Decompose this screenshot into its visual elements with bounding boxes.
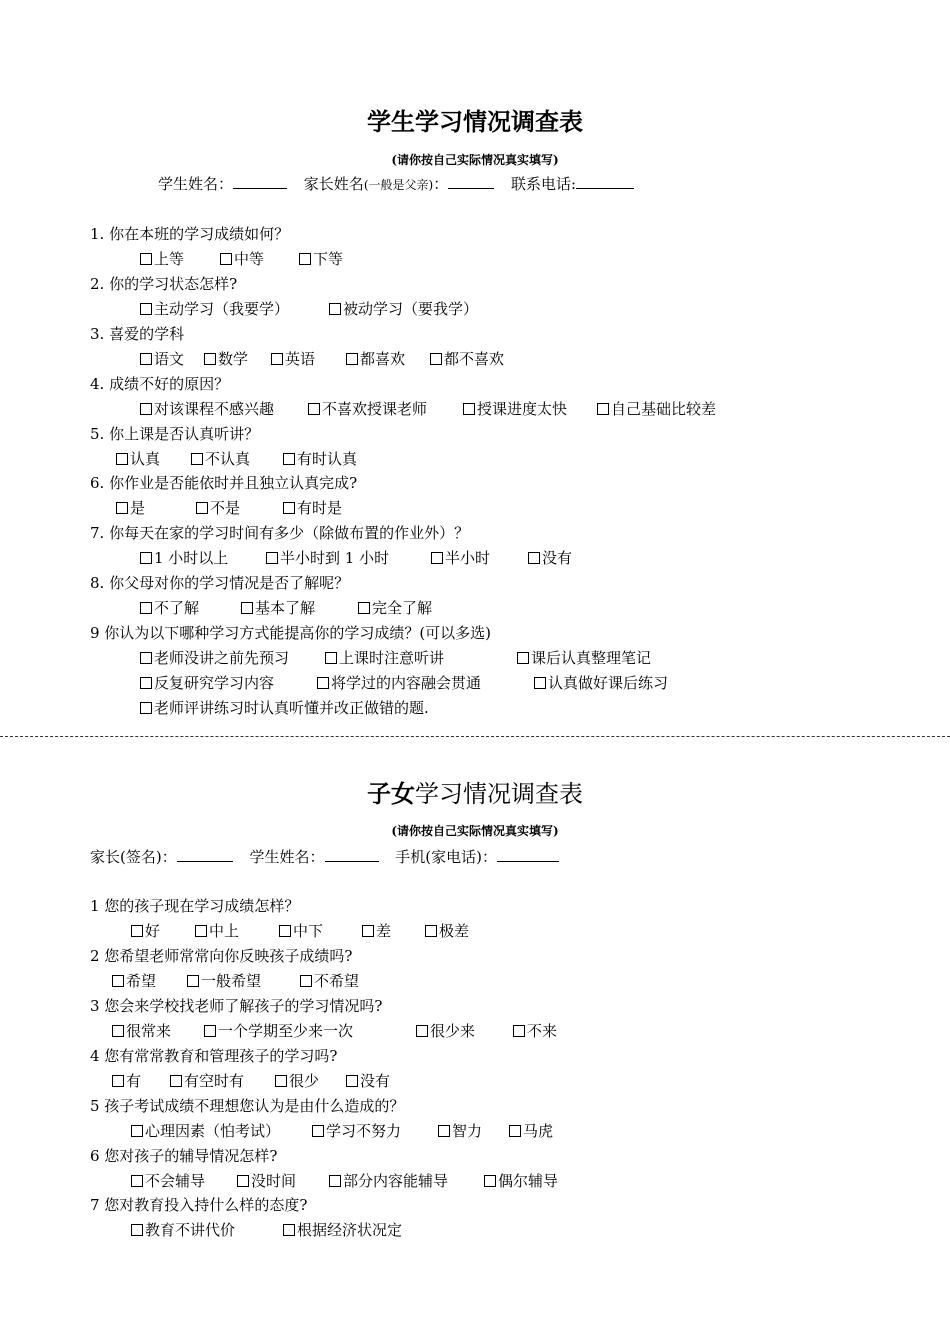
checkbox-icon[interactable] <box>112 1025 124 1037</box>
option-label: 偶尔辅导 <box>498 1172 559 1190</box>
option-label: 根据经济状况定 <box>297 1221 403 1239</box>
checkbox-icon[interactable] <box>140 403 152 415</box>
student-name-label-2: 学生姓名： <box>249 848 325 866</box>
s2-q4-option-2[interactable] <box>170 1071 244 1091</box>
checkbox-icon[interactable] <box>283 502 295 514</box>
s1-question-7: 7. 你每天在家的学习时间有多少（除做布置的作业外）？ <box>90 524 470 542</box>
checkbox-icon[interactable] <box>131 925 143 937</box>
option-label: 完全了解 <box>372 599 433 617</box>
option-label: 1 小时以上 <box>154 549 229 567</box>
cut-line-divider <box>0 736 950 737</box>
checkbox-icon[interactable] <box>425 925 437 937</box>
checkbox-icon[interactable] <box>279 925 291 937</box>
s1-q2-option-1[interactable] <box>140 299 289 319</box>
option-label: 部分内容能辅导 <box>343 1172 449 1190</box>
s1-q1-option-2[interactable] <box>220 249 264 269</box>
s1-q8-option-3[interactable] <box>358 598 432 618</box>
option-label: 没有 <box>360 1072 391 1090</box>
option-label: 不是 <box>210 499 241 517</box>
s1-q7-option-3[interactable] <box>431 548 490 568</box>
checkbox-icon[interactable] <box>299 253 311 265</box>
s1-question-6: 6. 你作业是否能依时并且独立认真完成? <box>90 474 358 492</box>
option-label: 不了解 <box>154 599 200 617</box>
checkbox-icon[interactable] <box>131 1175 143 1187</box>
s1-q6-option-3[interactable] <box>283 498 342 518</box>
checkbox-icon[interactable] <box>597 403 609 415</box>
s1-question-3: 3. 喜爱的学科 <box>90 325 185 343</box>
s1-question-5: 5. 你上课是否认真听讲？ <box>90 425 260 443</box>
survey1-note: (请你按自己实际情况真实填写) <box>391 153 559 167</box>
s1-q5-option-3[interactable] <box>283 449 357 469</box>
option-label: 极差 <box>439 922 470 940</box>
s1-q1-option-3[interactable] <box>299 249 343 269</box>
option-label: 有时是 <box>297 499 343 517</box>
checkbox-icon[interactable] <box>195 925 207 937</box>
s2-q5-option-4[interactable] <box>509 1121 553 1141</box>
s2-q6-option-2[interactable] <box>237 1171 296 1191</box>
s1-question-8: 8. 你父母对你的学习情况是否了解呢？ <box>90 574 350 592</box>
checkbox-icon[interactable] <box>140 253 152 265</box>
parent-name-label: 家长姓名 <box>303 175 364 193</box>
checkbox-icon[interactable] <box>528 552 540 564</box>
s1-q8-option-1[interactable] <box>140 598 199 618</box>
option-label: 认真 <box>130 450 161 468</box>
checkbox-icon[interactable] <box>112 1075 124 1087</box>
option-label: 差 <box>376 922 392 940</box>
s1-q4-option-4[interactable] <box>597 399 716 419</box>
s1-q9-option-6[interactable] <box>534 673 668 693</box>
option-label: 基本了解 <box>255 599 316 617</box>
s1-q9-option-5[interactable] <box>317 673 481 693</box>
option-label: 有 <box>126 1072 142 1090</box>
option-label: 心理因素（怕考试） <box>145 1122 281 1140</box>
checkbox-icon[interactable] <box>140 353 152 365</box>
option-label: 学习不努力 <box>326 1122 402 1140</box>
checkbox-icon[interactable] <box>187 975 199 987</box>
option-label: 有空时有 <box>184 1072 245 1090</box>
option-label: 有时认真 <box>297 450 358 468</box>
option-label: 一般希望 <box>201 972 262 990</box>
s2-q4-option-3[interactable] <box>275 1071 319 1091</box>
phone-blank[interactable] <box>576 174 634 189</box>
checkbox-icon[interactable] <box>358 602 370 614</box>
checkbox-icon[interactable] <box>196 502 208 514</box>
survey2-title-rest: 学习情况调查表 <box>415 780 583 808</box>
checkbox-icon[interactable] <box>325 652 337 664</box>
s2-question-3: 3 您会来学校找老师了解孩子的学习情况吗? <box>90 997 383 1015</box>
option-label: 认真做好课后练习 <box>548 674 669 692</box>
checkbox-icon[interactable] <box>131 1224 143 1236</box>
s2-q5-option-3[interactable] <box>438 1121 482 1141</box>
checkbox-icon[interactable] <box>170 1075 182 1087</box>
s1-q9-option-7[interactable] <box>140 698 429 718</box>
checkbox-icon[interactable] <box>275 1075 287 1087</box>
option-label: 老师评讲练习时认真听懂并改正做错的题. <box>154 699 429 717</box>
s2-question-1: 1 您的孩子现在学习成绩怎样？ <box>90 897 300 915</box>
option-label: 英语 <box>285 350 316 368</box>
option-label: 自己基础比较差 <box>611 400 717 418</box>
option-label: 授课进度太快 <box>477 400 568 418</box>
option-label: 智力 <box>452 1122 483 1140</box>
option-label: 上课时注意听讲 <box>339 649 445 667</box>
s2-q6-option-3[interactable] <box>329 1171 448 1191</box>
option-label: 很少来 <box>430 1022 476 1040</box>
s1-q3-option-3[interactable] <box>271 349 315 369</box>
s2-q1-option-3[interactable] <box>279 921 323 941</box>
checkbox-icon[interactable] <box>346 353 358 365</box>
checkbox-icon[interactable] <box>517 652 529 664</box>
option-label: 课后认真整理笔记 <box>531 649 652 667</box>
s1-q7-option-1[interactable] <box>140 548 228 568</box>
s2-q5-option-2[interactable] <box>312 1121 401 1141</box>
checkbox-icon[interactable] <box>317 677 329 689</box>
parent-sign-label: 家长(签名)： <box>90 848 177 866</box>
option-label: 反复研究学习内容 <box>154 674 275 692</box>
checkbox-icon[interactable] <box>308 403 320 415</box>
option-label: 下等 <box>313 250 344 268</box>
option-label: 半小时 <box>445 549 491 567</box>
checkbox-icon[interactable] <box>241 602 253 614</box>
checkbox-icon[interactable] <box>140 303 152 315</box>
s2-q2-option-1[interactable] <box>112 971 156 991</box>
checkbox-icon[interactable] <box>116 502 128 514</box>
s2-q6-option-4[interactable] <box>484 1171 558 1191</box>
checkbox-icon[interactable] <box>140 677 152 689</box>
s2-q1-option-1[interactable] <box>131 921 160 941</box>
option-label: 半小时到 1 小时 <box>280 549 390 567</box>
checkbox-icon[interactable] <box>283 1224 295 1236</box>
checkbox-icon[interactable] <box>271 353 283 365</box>
s2-question-5: 5 孩子考试成绩不理想您认为是由什么造成的？ <box>90 1097 405 1115</box>
parent-sign-blank[interactable] <box>177 847 233 862</box>
s2-question-2: 2 您希望老师常常向你反映孩子成绩吗? <box>90 947 353 965</box>
parent-name-blank[interactable] <box>448 174 494 189</box>
s2-q3-option-2[interactable] <box>204 1021 353 1041</box>
s2-q7-option-1[interactable] <box>131 1220 235 1240</box>
option-label: 将学过的内容融会贯通 <box>331 674 482 692</box>
checkbox-icon[interactable] <box>431 552 443 564</box>
s1-question-4: 4. 成绩不好的原因？ <box>90 375 230 393</box>
option-label: 很常来 <box>126 1022 172 1040</box>
option-label: 中下 <box>293 922 324 940</box>
option-label: 很少 <box>289 1072 320 1090</box>
option-label: 上等 <box>154 250 185 268</box>
checkbox-icon[interactable] <box>266 552 278 564</box>
option-label: 是 <box>130 499 146 517</box>
survey1-title: 学生学习情况调查表 <box>367 107 583 136</box>
option-label: 数学 <box>218 350 249 368</box>
checkbox-icon[interactable] <box>362 925 374 937</box>
student-name-blank-2[interactable] <box>325 847 379 862</box>
s2-q7-option-2[interactable] <box>283 1220 402 1240</box>
s1-q4-option-3[interactable] <box>463 399 567 419</box>
checkbox-icon[interactable] <box>484 1175 496 1187</box>
s1-q6-option-2[interactable] <box>196 498 240 518</box>
option-label: 中上 <box>209 922 240 940</box>
s1-q3-option-1[interactable] <box>140 349 184 369</box>
s1-q1-option-1[interactable] <box>140 249 184 269</box>
option-label: 马虎 <box>523 1122 554 1140</box>
s2-q3-option-1[interactable] <box>112 1021 171 1041</box>
s2-q3-option-4[interactable] <box>513 1021 557 1041</box>
survey1-info-line <box>158 174 634 195</box>
checkbox-icon[interactable] <box>140 552 152 564</box>
s1-q9-option-4[interactable] <box>140 673 274 693</box>
option-label: 没时间 <box>251 1172 297 1190</box>
s1-question-9: 9 你认为以下哪种学习方式能提高你的学习成绩？(可以多选) <box>90 624 492 642</box>
option-label: 好 <box>145 922 161 940</box>
checkbox-icon[interactable] <box>204 1025 216 1037</box>
checkbox-icon[interactable] <box>416 1025 428 1037</box>
survey2-info-line <box>90 847 559 867</box>
phone-label: 联系电话: <box>510 175 577 193</box>
s1-q4-option-1[interactable] <box>140 399 274 419</box>
s2-q4-option-1[interactable] <box>112 1071 141 1091</box>
student-name-blank[interactable] <box>233 174 287 189</box>
s1-q9-option-3[interactable] <box>517 648 651 668</box>
option-label: 没有 <box>542 549 573 567</box>
survey2-title <box>0 778 950 810</box>
checkbox-icon[interactable] <box>131 1125 143 1137</box>
checkbox-icon[interactable] <box>283 453 295 465</box>
checkbox-icon[interactable] <box>204 353 216 365</box>
option-label: 被动学习（要我学） <box>343 300 479 318</box>
checkbox-icon[interactable] <box>300 975 312 987</box>
checkbox-icon[interactable] <box>312 1125 324 1137</box>
s1-q4-option-2[interactable] <box>308 399 427 419</box>
checkbox-icon[interactable] <box>463 403 475 415</box>
checkbox-icon[interactable] <box>513 1025 525 1037</box>
checkbox-icon[interactable] <box>140 702 152 714</box>
survey2-title-bold: 子女 <box>367 779 415 808</box>
s1-q3-option-2[interactable] <box>204 349 248 369</box>
checkbox-icon[interactable] <box>237 1175 249 1187</box>
option-label: 老师没讲之前先预习 <box>154 649 290 667</box>
s2-q4-option-4[interactable] <box>346 1071 390 1091</box>
checkbox-icon[interactable] <box>112 975 124 987</box>
option-label: 一个学期至少来一次 <box>218 1022 354 1040</box>
s2-question-7: 7 您对教育投入持什么样的态度? <box>90 1196 308 1214</box>
option-label: 教育不讲代价 <box>145 1221 236 1239</box>
student-name-label: 学生姓名： <box>158 175 234 193</box>
s2-question-4: 4 您有常常教育和管理孩子的学习吗? <box>90 1047 338 1065</box>
mobile-blank[interactable] <box>497 847 559 862</box>
checkbox-icon[interactable] <box>329 1175 341 1187</box>
checkbox-icon[interactable] <box>346 1075 358 1087</box>
s1-q7-option-2[interactable] <box>266 548 389 568</box>
s1-q5-option-2[interactable] <box>191 449 250 469</box>
checkbox-icon[interactable] <box>509 1125 521 1137</box>
parent-name-colon: ： <box>433 175 449 193</box>
s1-question-2: 2. 你的学习状态怎样? <box>90 275 238 293</box>
s1-q7-option-4[interactable] <box>528 548 572 568</box>
s2-q3-option-3[interactable] <box>416 1021 475 1041</box>
checkbox-icon[interactable] <box>430 353 442 365</box>
checkbox-icon[interactable] <box>438 1125 450 1137</box>
option-label: 都不喜欢 <box>444 350 505 368</box>
s2-q2-option-3[interactable] <box>300 971 359 991</box>
s1-q2-option-2[interactable] <box>329 299 478 319</box>
s2-q5-option-1[interactable] <box>131 1121 280 1141</box>
s1-q9-option-2[interactable] <box>325 648 444 668</box>
checkbox-icon[interactable] <box>116 453 128 465</box>
s2-q6-option-1[interactable] <box>131 1171 205 1191</box>
s2-q1-option-2[interactable] <box>195 921 239 941</box>
option-label: 中等 <box>234 250 265 268</box>
option-label: 都喜欢 <box>360 350 406 368</box>
mobile-label: 手机(家电话)： <box>395 848 498 866</box>
s2-q2-option-2[interactable] <box>187 971 261 991</box>
option-label: 主动学习（我要学） <box>154 300 290 318</box>
option-label: 不希望 <box>314 972 360 990</box>
checkbox-icon[interactable] <box>534 677 546 689</box>
option-label: 不喜欢授课老师 <box>322 400 428 418</box>
s1-q5-option-1[interactable] <box>116 449 160 469</box>
survey2-note: (请你按自己实际情况真实填写) <box>391 824 559 838</box>
checkbox-icon[interactable] <box>329 303 341 315</box>
checkbox-icon[interactable] <box>220 253 232 265</box>
s1-q9-option-1[interactable] <box>140 648 289 668</box>
option-label: 不会辅导 <box>145 1172 206 1190</box>
s1-q6-option-1[interactable] <box>116 498 145 518</box>
option-label: 不来 <box>527 1022 558 1040</box>
checkbox-icon[interactable] <box>140 652 152 664</box>
s1-q8-option-2[interactable] <box>241 598 315 618</box>
s2-q1-option-5[interactable] <box>425 921 469 941</box>
s2-q1-option-4[interactable] <box>362 921 391 941</box>
checkbox-icon[interactable] <box>191 453 203 465</box>
option-label: 语文 <box>154 350 185 368</box>
s2-question-6: 6 您对孩子的辅导情况怎样? <box>90 1147 278 1165</box>
parent-name-note: (一般是父亲) <box>363 178 434 192</box>
checkbox-icon[interactable] <box>140 602 152 614</box>
s1-q3-option-4[interactable] <box>346 349 405 369</box>
option-label: 对该课程不感兴趣 <box>154 400 275 418</box>
option-label: 希望 <box>126 972 157 990</box>
s1-question-1: 1. 你在本班的学习成绩如何？ <box>90 225 290 243</box>
s1-q3-option-5[interactable] <box>430 349 504 369</box>
option-label: 不认真 <box>205 450 251 468</box>
